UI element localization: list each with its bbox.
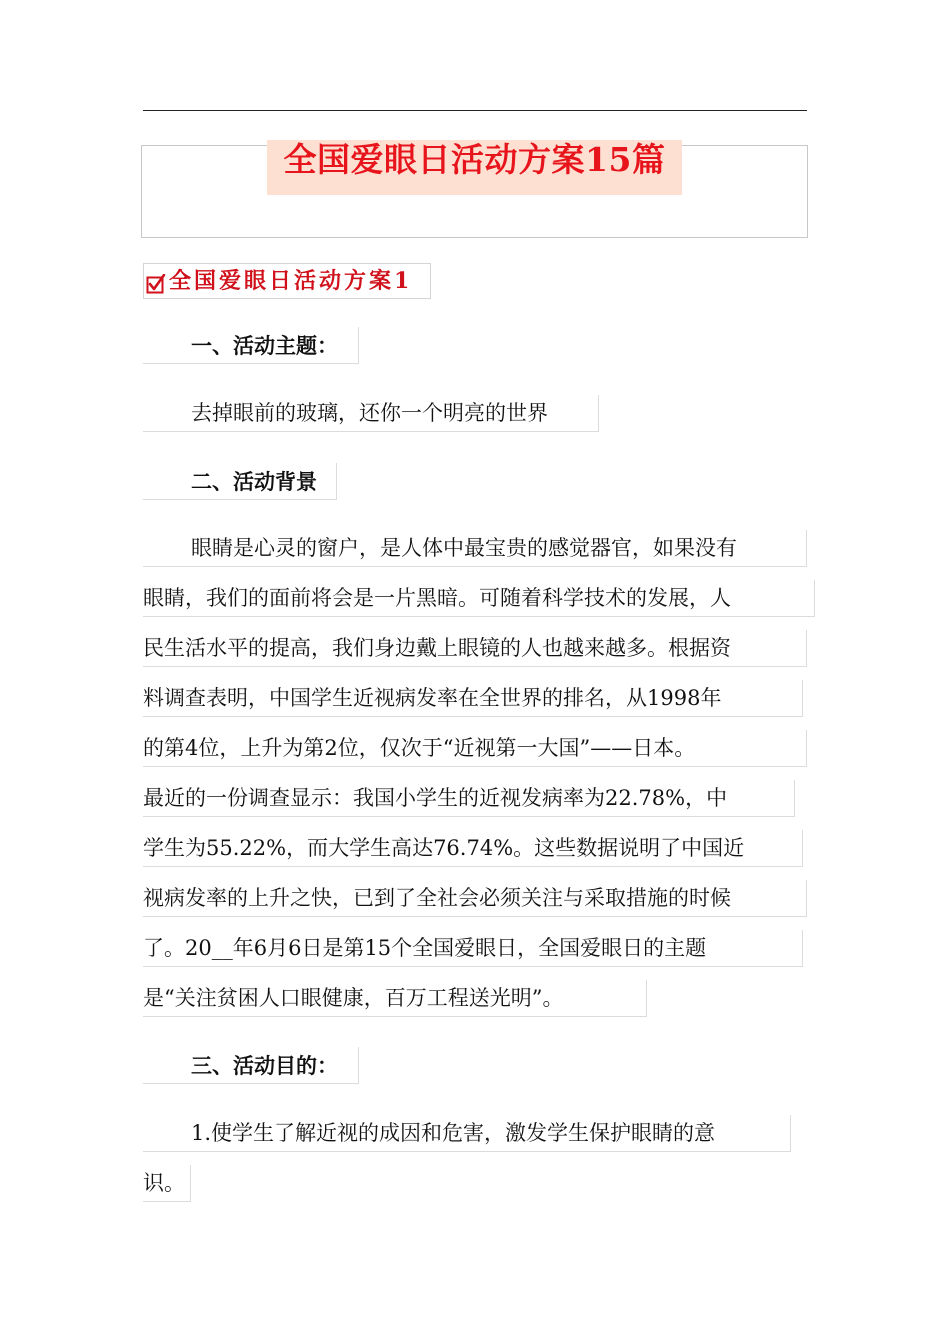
paragraph-line: 的第4位，上升为第2位，仅次于“近视第一大国”——日本。 [143,730,807,767]
heading-purpose: 三、活动目的： [143,1047,359,1084]
heading-theme: 一、活动主题： [143,327,359,364]
paragraph-line: 眼睛，我们的面前将会是一片黑暗。可随着科学技术的发展，人 [143,580,815,617]
paragraph-line: 料调查表明，中国学生近视病发率在全世界的排名，从1998年 [143,680,803,717]
section-heading [143,263,431,299]
paragraph-line: 去掉眼前的玻璃，还你一个明亮的世界 [143,395,599,432]
header-rule [143,110,807,111]
paragraph-line: 1.使学生了解近视的成因和危害，激发学生保护眼睛的意 [143,1115,791,1152]
paragraph-line: 视病发率的上升之快，已到了全社会必须关注与采取措施的时候 [143,880,807,917]
paragraph-line: 最近的一份调查显示：我国小学生的近视发病率为22.78%，中 [143,780,795,817]
checkbox-checked-icon [146,274,166,294]
heading-background: 二、活动背景 [143,463,337,500]
paragraph-line: 识。 [143,1165,191,1202]
paragraph-line: 民生活水平的提高，我们身边戴上眼镜的人也越来越多。根据资 [143,630,807,667]
section-heading-text: 全国爱眼日活动方案1 [169,267,413,294]
paragraph-line: 了。20__年6月6日是第15个全国爱眼日，全国爱眼日的主题 [143,930,803,967]
paragraph-line: 眼睛是心灵的窗户，是人体中最宝贵的感觉器官，如果没有 [143,530,807,567]
paragraph-line: 是“关注贫困人口眼健康，百万工程送光明”。 [143,980,647,1017]
paragraph-line: 学生为55.22%，而大学生高达76.74%。这些数据说明了中国近 [143,830,803,867]
document-title: 全国爱眼日活动方案15篇 [267,140,682,195]
